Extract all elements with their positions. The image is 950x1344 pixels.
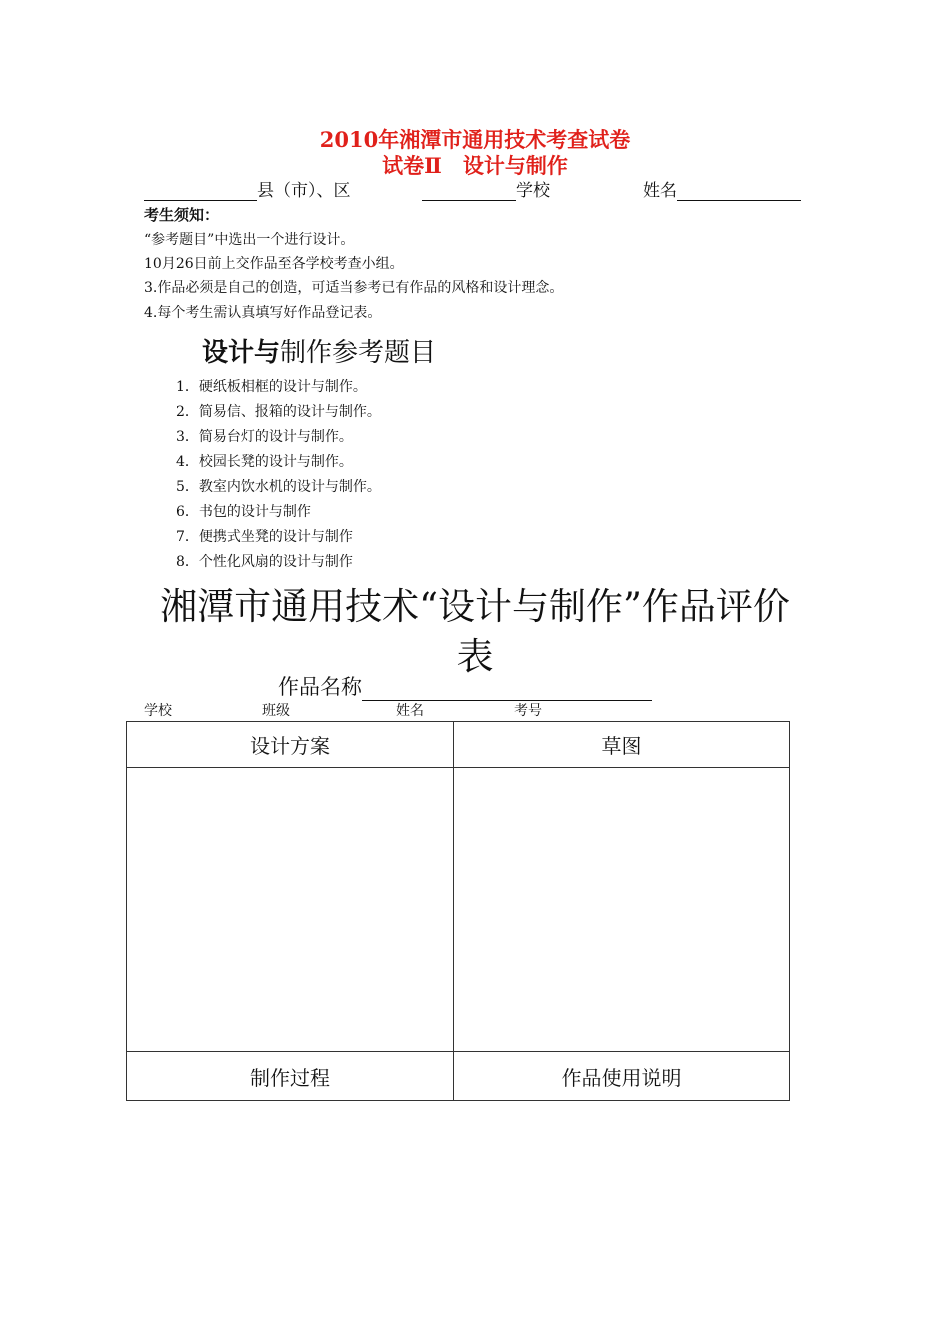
field-class-label: 班级 bbox=[262, 703, 290, 719]
topic-item: 5．教室内饮水机的设计与制作。 bbox=[176, 479, 381, 495]
eval-title-line1: 湘潭市通用技术“设计与制作”作品评价 bbox=[160, 585, 790, 628]
field-name-label: 姓名 bbox=[396, 703, 424, 719]
topics-heading-bold: 设计与 bbox=[202, 338, 281, 368]
process-header: 制作过程 bbox=[127, 1052, 454, 1101]
design-plan-cell[interactable] bbox=[127, 768, 454, 1052]
school-blank[interactable] bbox=[422, 180, 516, 201]
sketch-cell[interactable] bbox=[454, 768, 790, 1052]
topics-heading bbox=[202, 332, 436, 369]
info-line bbox=[144, 176, 351, 201]
notice-heading: 考生须知： bbox=[144, 206, 220, 224]
exam-title: 2010年湘潭市通用技术考查试卷 bbox=[319, 127, 631, 152]
name-blank[interactable] bbox=[677, 180, 801, 201]
topics-heading-rest: 制作参考题目 bbox=[280, 338, 437, 368]
field-exam-number-label: 考号 bbox=[514, 703, 542, 719]
topic-item: 3．简易台灯的设计与制作。 bbox=[176, 429, 353, 445]
evaluation-table bbox=[126, 721, 790, 1101]
work-name-field bbox=[278, 671, 652, 701]
topic-item: 6．书包的设计与制作 bbox=[176, 504, 311, 520]
notice-item: “参考题目”中选出一个进行设计。 bbox=[144, 232, 355, 248]
usage-instructions-header: 作品使用说明 bbox=[454, 1052, 790, 1101]
topic-item: 2．简易信、报箱的设计与制作。 bbox=[176, 404, 381, 420]
county-blank[interactable] bbox=[144, 180, 257, 201]
school-label: 学校 bbox=[516, 181, 550, 201]
name-field bbox=[643, 176, 801, 201]
work-name-label: 作品名称 bbox=[278, 675, 362, 699]
topic-item: 1．硬纸板相框的设计与制作。 bbox=[176, 379, 367, 395]
notice-item: 4.每个考生需认真填写好作品登记表。 bbox=[144, 305, 382, 321]
topic-item: 7．便携式坐凳的设计与制作 bbox=[176, 529, 353, 545]
notice-item: 10月26日前上交作品至各学校考查小组。 bbox=[144, 256, 404, 272]
field-school-label: 学校 bbox=[144, 703, 172, 719]
name-label: 姓名 bbox=[643, 181, 677, 201]
exam-subtitle: 试卷Ⅱ 设计与制作 bbox=[382, 153, 568, 178]
topic-item: 8．个性化风扇的设计与制作 bbox=[176, 554, 353, 570]
notice-item: 3.作品必须是自己的创造，可适当参考已有作品的风格和设计理念。 bbox=[144, 280, 564, 296]
design-plan-header: 设计方案 bbox=[127, 722, 454, 768]
topic-item: 4．校园长凳的设计与制作。 bbox=[176, 454, 353, 470]
county-label: 县（市）、区 bbox=[257, 181, 351, 201]
school-field bbox=[422, 176, 550, 201]
work-name-blank[interactable] bbox=[362, 676, 652, 701]
sketch-header: 草图 bbox=[454, 722, 790, 768]
eval-title-line2: 表 bbox=[456, 635, 494, 678]
